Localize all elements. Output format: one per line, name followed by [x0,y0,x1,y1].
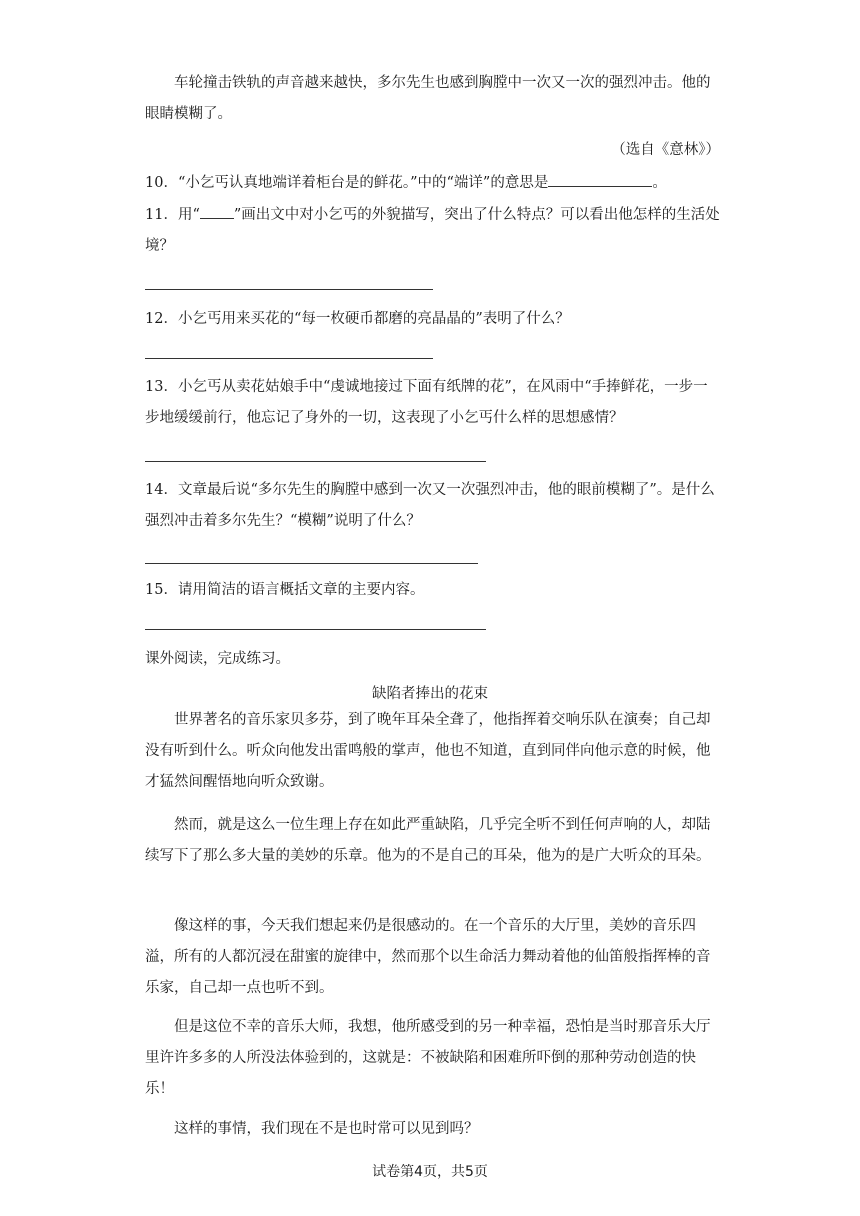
question-10-end: 。 [652,175,667,191]
question-15: 15．请用简洁的语言概括文章的主要内容。 [145,582,425,598]
article-paragraph: 但是这位不幸的音乐大师，我想，他所感受到的另一种幸福，恐怕是当时那音乐大厅里许许多多的人所没法体验到的，这就是：不被缺陷和困难所吓倒的那种劳动创造的快乐！ [145,1019,711,1097]
passage-paragraph: 车轮撞击铁轨的声音越来越快，多尔先生也感到胸膛中一次又一次的强烈冲击。他的眼睛模糊了。 [145,75,711,122]
question-12: 12．小乞丐用来买花的“每一枚硬币都磨的亮晶晶的”表明了什么？ [145,311,570,327]
answer-blank[interactable] [548,174,652,187]
question-10 [145,168,720,199]
section-instruction: 课外阅读，完成练习。 [145,651,290,667]
answer-line-12[interactable] [145,358,433,359]
answer-line-14[interactable] [145,563,478,564]
article-paragraph: 像这样的事，今天我们想起来仍是很感动的。在一个音乐的大厅里，美妙的音乐四溢，所有的人都沉浸在甜蜜的旋律中，然而那个以生命活力舞动着他的仙笛般指挥棒的音乐家，自己却一点也听不到。 [145,918,711,996]
question-14: 14．文章最后说“多尔先生的胸膛中感到一次又一次强烈冲击，他的眼前模糊了”。是什么强烈冲击着多尔先生？“模糊”说明了什么？ [145,482,715,529]
question-11-text-end: ”画出文中对小乞丐的外貌描写，突出了什么特点？可以看出他怎样的生活处境？ [145,207,720,254]
article-paragraph: 然而，就是这么一位生理上存在如此严重缺陷，几乎完全听不到任何声响的人，却陆续写下了那么多大量的美妙的乐章。他为的不是自己的耳朵，他为的是广大听众的耳朵。 [145,817,711,864]
question-13: 13．小乞丐从卖花姑娘手中“虔诚地接过下面有纸牌的花”，在风雨中“手捧鲜花，一步一步地缓缓前行，他忘记了身外的一切，这表现了小乞丐什么样的思想感情？ [145,379,708,426]
question-11 [145,200,720,262]
question-11-text-start: 11．用“ [145,207,200,223]
page-footer: 试卷第4页，共5页 [372,1164,488,1180]
underline-mark [200,206,234,219]
question-10-text: 10．“小乞丐认真地端详着柜台是的鲜花。”中的“端详”的意思是 [145,175,549,191]
article-paragraph: 这样的事情，我们现在不是也时常可以见到吗？ [174,1121,479,1137]
article-paragraph: 世界著名的音乐家贝多芬，到了晚年耳朵全聋了，他指挥着交响乐队在演奏；自己却没有听到什么。听众向他发出雷鸣般的掌声，他也不知道，直到同伴向他示意的时候，他才猛然间醒悟地向听众致谢。 [145,712,711,790]
answer-line-13[interactable] [145,461,486,462]
article-title: 缺陷者捧出的花束 [372,686,488,702]
source-citation: （选自《意林》） [611,142,720,158]
answer-line-11[interactable] [145,289,433,290]
answer-line-15[interactable] [145,629,486,630]
